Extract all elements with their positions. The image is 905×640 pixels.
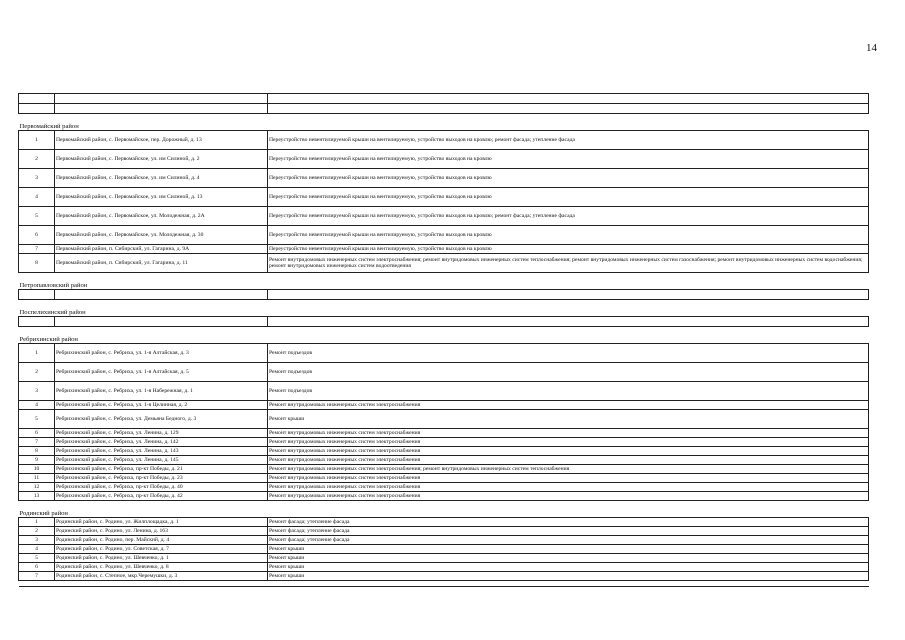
row-number: 9 [19,456,55,465]
section-header-row [19,501,869,518]
table-row [19,554,869,563]
table-row [19,245,869,254]
blank-row [19,104,869,114]
work-cell: Ремонт внутридомовых инженерных систем электроснабжения [268,492,869,501]
blank-row [19,317,869,327]
blank-cell [19,317,55,327]
row-number: 1 [19,131,55,150]
section-header-row [19,327,869,344]
row-number: 1 [19,344,55,363]
row-number: 10 [19,465,55,474]
work-cell: Ремонт внутридомовых инженерных систем электроснабжения [268,429,869,438]
section-header-row [19,273,869,290]
blank-cell [55,290,268,300]
address-cell: Первомайский район, с. Первомайское, ул. Молодежная, д. 2А [55,207,268,226]
row-number: 5 [19,554,55,563]
work-cell: Переустройство невентилируемой крыши на вентилируемую, устройство выходов на кровлю [268,245,869,254]
work-cell: Ремонт крыши [268,554,869,563]
table-row [19,465,869,474]
work-cell: Переустройство невентилируемой крыши на вентилируемую, устройство выходов на кровлю; ремонт фасада; утепление фасада [268,131,869,150]
table-row [19,226,869,245]
address-cell: Первомайский район, п. Сибирский, ул. Гагарина, д. 9А [55,245,268,254]
table-row [19,169,869,188]
address-cell: Ребрихинский район, с. Ребриха, пр-кт Победы, д. 40 [55,483,268,492]
table-row [19,483,869,492]
table-row [19,456,869,465]
table-row [19,536,869,545]
table-row [19,150,869,169]
address-cell: Ребрихинский район, с. Ребриха, ул. 1-я Набережная, д. 1 [55,382,268,401]
address-cell: Ребрихинский район, с. Ребриха, ул. Демьяна Бедного, д. 3 [55,410,268,429]
work-cell: Ремонт внутридомовых инженерных систем электроснабжения [268,483,869,492]
table-row [19,188,869,207]
work-cell: Ремонт внутридомовых инженерных систем электроснабжения [268,438,869,447]
address-cell: Ребрихинский район, с. Ребриха, ул. Ленина, д. 142 [55,438,268,447]
table-row [19,363,869,382]
work-cell: Ремонт крыши [268,545,869,554]
row-number: 7 [19,438,55,447]
table-row [19,518,869,527]
row-number: 1 [19,518,55,527]
address-cell: Ребрихинский район, с. Ребриха, ул. Ленина, д. 143 [55,447,268,456]
work-cell: Переустройство невентилируемой крыши на вентилируемую, устройство выходов на кровлю; ремонт фасада; утепление фасада [268,207,869,226]
row-number: 11 [19,474,55,483]
work-cell: Ремонт крыши [268,572,869,581]
blank-cell [268,94,869,104]
row-number: 13 [19,492,55,501]
address-cell: Родинский район, с. Родино, ул. Шевченко, д. 8 [55,563,268,572]
blank-cell [19,290,55,300]
address-cell: Ребрихинский район, с. Ребриха, ул. 1-я Алтайская, д. 3 [55,344,268,363]
row-number: 7 [19,245,55,254]
table-row [19,254,869,273]
table-row [19,410,869,429]
row-number: 5 [19,410,55,429]
blank-cell [19,94,55,104]
table-row [19,545,869,554]
address-cell: Ребрихинский район, с. Ребриха, пр-кт Победы, д. 21 [55,465,268,474]
blank-cell [268,104,869,114]
address-cell: Родинский район, с. Родино, ул. Жилплощадка, д. 1 [55,518,268,527]
blank-cell [19,104,55,114]
work-cell: Ремонт внутридомовых инженерных систем электроснабжения; ремонт внутридомовых инженерных систем теплоснабжения; ремонт внутридомовых инженерных систем газоснабжения; ремонт внутридомовых инженерных систем водоснабжения; ремонт внутридомовых инженерных систем водоотведения [268,254,869,273]
address-cell: Ребрихинский район, с. Ребриха, ул. 1-я Целинная, д. 2 [55,401,268,410]
work-cell: Ремонт внутридомовых инженерных систем электроснабжения [268,456,869,465]
table-row [19,572,869,581]
work-cell: Ремонт крыши [268,410,869,429]
address-cell: Ребрихинский район, с. Ребриха, ул. 1-я Алтайская, д. 5 [55,363,268,382]
row-number: 4 [19,188,55,207]
row-number: 2 [19,150,55,169]
address-cell: Ребрихинский район, с. Ребриха, пр-кт Победы, д. 42 [55,492,268,501]
table-row [19,401,869,410]
repair-schedule-table [18,93,869,587]
address-cell: Первомайский район, с. Первомайское, пер. Дорожный, д. 13 [55,131,268,150]
table-row [19,438,869,447]
address-cell: Ребрихинский район, с. Ребриха, пр-кт Победы, д. 23 [55,474,268,483]
table-row [19,563,869,572]
section-title: Родинский район [19,501,869,518]
row-number: 6 [19,563,55,572]
work-cell: Переустройство невентилируемой крыши на вентилируемую, устройство выходов на кровлю [268,188,869,207]
address-cell: Родинский район, с. Родино, ул. Советская, д. 7 [55,545,268,554]
work-cell: Переустройство невентилируемой крыши на вентилируемую, устройство выходов на кровлю [268,150,869,169]
blank-cell [268,290,869,300]
address-cell: Первомайский район, с. Первомайское, ул. им Силиной, д. 13 [55,188,268,207]
table-row [19,492,869,501]
work-cell: Ремонт подъездов [268,344,869,363]
work-cell: Ремонт внутридомовых инженерных систем электроснабжения; ремонт внутридомовых инженерных систем теплоснабжения [268,465,869,474]
row-number: 8 [19,447,55,456]
row-number: 5 [19,207,55,226]
table-row [19,344,869,363]
address-cell: Первомайский район, с. Первомайское, ул. им Силиной, д. 2 [55,150,268,169]
row-number: 3 [19,169,55,188]
work-cell: Ремонт фасада; утепление фасада [268,527,869,536]
row-number: 4 [19,401,55,410]
table-row [19,447,869,456]
row-number: 2 [19,363,55,382]
work-cell: Ремонт фасада; утепление фасада [268,536,869,545]
row-number: 3 [19,536,55,545]
row-number: 6 [19,226,55,245]
row-number: 12 [19,483,55,492]
blank-cell [55,104,268,114]
section-header-row [19,300,869,317]
address-cell: Ребрихинский район, с. Ребриха, ул. Ленина, д. 129 [55,429,268,438]
blank-cell [268,317,869,327]
table-row [19,474,869,483]
work-cell: Переустройство невентилируемой крыши на вентилируемую, устройство выходов на кровлю [268,169,869,188]
row-number: 4 [19,545,55,554]
table-row [19,527,869,536]
work-cell: Ремонт подъездов [268,363,869,382]
section-title: Петропавловский район [19,273,869,290]
work-cell: Ремонт внутридомовых инженерных систем электроснабжения [268,401,869,410]
work-cell: Переустройство невентилируемой крыши на вентилируемую, устройство выходов на кровлю [268,226,869,245]
table-end-row [19,581,869,587]
address-cell: Родинский район, с. Родино, ул. Шевченко, д. 1 [55,554,268,563]
address-cell: Родинский район, с. Степное, мкр.Черемушки, д. 3 [55,572,268,581]
page-number: 14 [866,42,877,54]
blank-row [19,290,869,300]
address-cell: Родинский район, с. Родино, ул. Ленина, д. 163 [55,527,268,536]
work-cell: Ремонт подъездов [268,382,869,401]
section-header-row [19,114,869,131]
table-row [19,207,869,226]
address-cell: Первомайский район, п. Сибирский, ул. Гагарина, д. 11 [55,254,268,273]
blank-cell [19,581,869,587]
row-number: 2 [19,527,55,536]
document-sheet [18,93,868,587]
row-number: 8 [19,254,55,273]
section-title: Ребрихинский район [19,327,869,344]
section-title: Поспелихинский район [19,300,869,317]
address-cell: Ребрихинский район, с. Ребриха, ул. Ленина, д. 145 [55,456,268,465]
work-cell: Ремонт внутридомовых инженерных систем электроснабжения [268,447,869,456]
row-number: 6 [19,429,55,438]
work-cell: Ремонт фасада; утепление фасада [268,518,869,527]
table-row [19,131,869,150]
work-cell: Ремонт внутридомовых инженерных систем электроснабжения [268,474,869,483]
table-row [19,429,869,438]
section-title: Первомайский район [19,114,869,131]
row-number: 7 [19,572,55,581]
blank-row [19,94,869,104]
blank-cell [55,317,268,327]
address-cell: Родинский район, с. Родино, пер. Майский, д. 4 [55,536,268,545]
address-cell: Первомайский район, с. Первомайское, ул. им Силиной, д. 4 [55,169,268,188]
table-row [19,382,869,401]
address-cell: Первомайский район, с. Первомайское, ул. Молодежная, д. 30 [55,226,268,245]
work-cell: Ремонт крыши [268,563,869,572]
blank-cell [55,94,268,104]
row-number: 3 [19,382,55,401]
